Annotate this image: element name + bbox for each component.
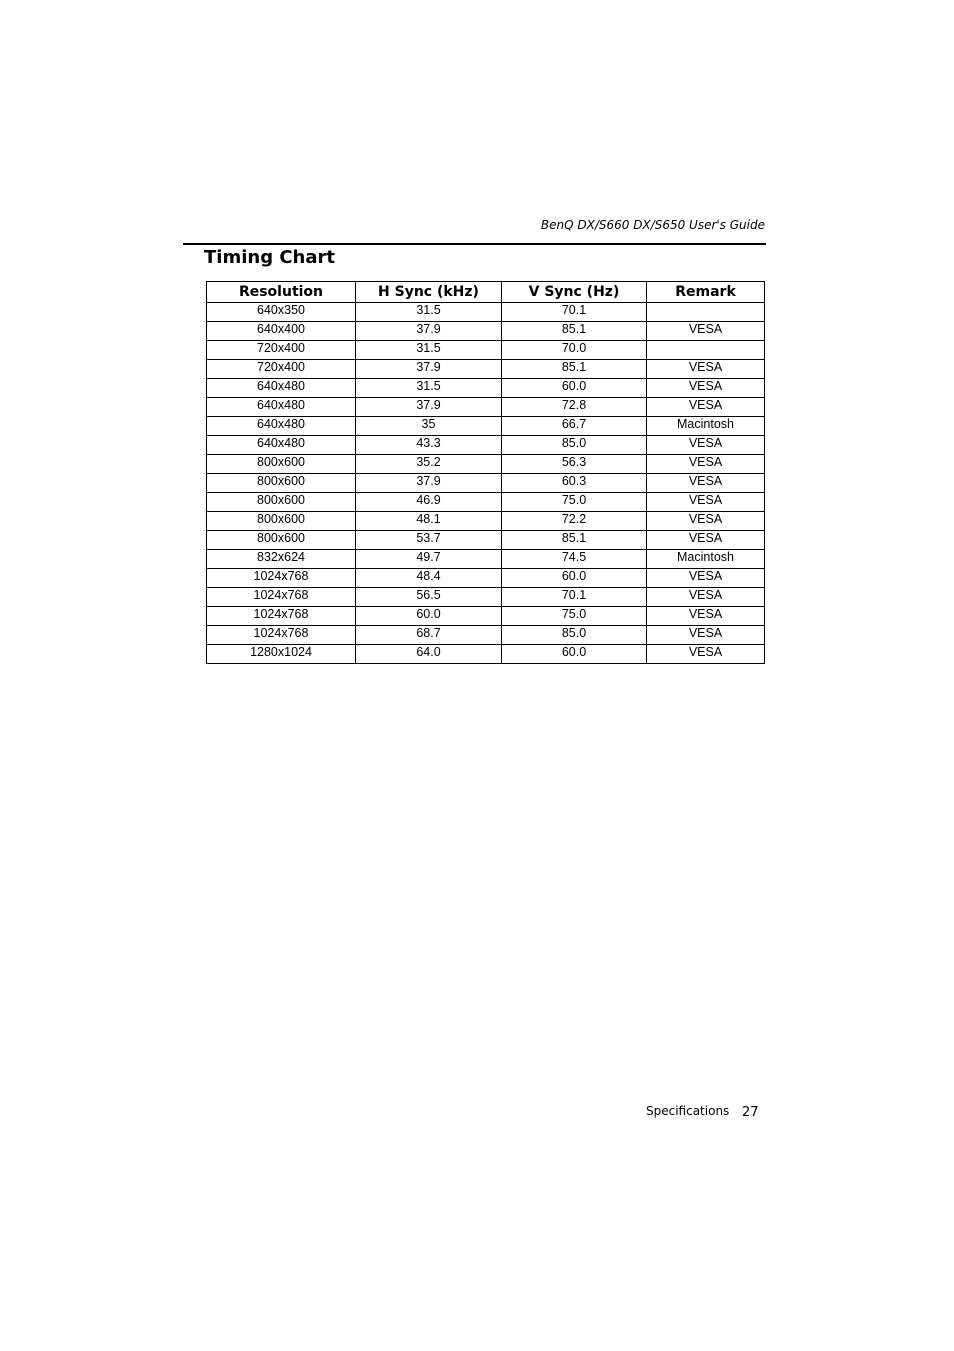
remark-cell: VESA	[647, 379, 765, 398]
h-sync-cell: 60.0	[356, 607, 502, 626]
resolution-cell: 640x480	[207, 379, 356, 398]
remark-cell: VESA	[647, 455, 765, 474]
resolution-cell: 832x624	[207, 550, 356, 569]
h-sync-cell: 53.7	[356, 531, 502, 550]
h-sync-cell: 46.9	[356, 493, 502, 512]
guide-title: BenQ DX/S660 DX/S650 User's Guide	[540, 218, 765, 232]
remark-cell: VESA	[647, 569, 765, 588]
resolution-cell: 800x600	[207, 474, 356, 493]
table-row	[207, 322, 765, 341]
remark-cell	[647, 303, 765, 322]
table-row	[207, 398, 765, 417]
table-row	[207, 569, 765, 588]
h-sync-cell: 48.1	[356, 512, 502, 531]
resolution-cell: 720x400	[207, 360, 356, 379]
remark-cell: VESA	[647, 626, 765, 645]
resolution-cell: 800x600	[207, 531, 356, 550]
v-sync-cell: 74.5	[502, 550, 647, 569]
h-sync-cell: 56.5	[356, 588, 502, 607]
page-title: Timing Chart	[204, 247, 335, 268]
remark-cell: VESA	[647, 436, 765, 455]
remark-cell: VESA	[647, 512, 765, 531]
column-header-h-sync: H Sync (kHz)	[356, 282, 502, 303]
resolution-cell: 640x400	[207, 322, 356, 341]
remark-cell: VESA	[647, 531, 765, 550]
v-sync-cell: 75.0	[502, 493, 647, 512]
v-sync-cell: 75.0	[502, 607, 647, 626]
v-sync-cell: 70.1	[502, 303, 647, 322]
h-sync-cell: 43.3	[356, 436, 502, 455]
table-row	[207, 531, 765, 550]
table-row	[207, 474, 765, 493]
v-sync-cell: 60.0	[502, 645, 647, 664]
h-sync-cell: 37.9	[356, 322, 502, 341]
resolution-cell: 1024x768	[207, 607, 356, 626]
v-sync-cell: 85.0	[502, 626, 647, 645]
remark-cell: VESA	[647, 474, 765, 493]
h-sync-cell: 35.2	[356, 455, 502, 474]
v-sync-cell: 66.7	[502, 417, 647, 436]
remark-cell: VESA	[647, 398, 765, 417]
resolution-cell: 720x400	[207, 341, 356, 360]
column-header-v-sync: V Sync (Hz)	[502, 282, 647, 303]
resolution-cell: 800x600	[207, 493, 356, 512]
table-row	[207, 645, 765, 664]
table-row	[207, 303, 765, 322]
table-row	[207, 550, 765, 569]
v-sync-cell: 85.1	[502, 360, 647, 379]
h-sync-cell: 48.4	[356, 569, 502, 588]
remark-cell: VESA	[647, 322, 765, 341]
table-row	[207, 436, 765, 455]
resolution-cell: 1024x768	[207, 588, 356, 607]
table-row	[207, 588, 765, 607]
remark-cell: VESA	[647, 607, 765, 626]
resolution-cell: 640x350	[207, 303, 356, 322]
h-sync-cell: 49.7	[356, 550, 502, 569]
remark-cell: Macintosh	[647, 417, 765, 436]
table-row	[207, 455, 765, 474]
remark-cell: VESA	[647, 360, 765, 379]
v-sync-cell: 85.1	[502, 531, 647, 550]
v-sync-cell: 85.1	[502, 322, 647, 341]
table-row	[207, 379, 765, 398]
resolution-cell: 640x480	[207, 398, 356, 417]
column-header-resolution: Resolution	[207, 282, 356, 303]
table-row	[207, 607, 765, 626]
v-sync-cell: 72.2	[502, 512, 647, 531]
table-row	[207, 417, 765, 436]
remark-cell: Macintosh	[647, 550, 765, 569]
resolution-cell: 640x480	[207, 417, 356, 436]
v-sync-cell: 60.3	[502, 474, 647, 493]
resolution-cell: 800x600	[207, 512, 356, 531]
table-header-row	[207, 282, 765, 303]
v-sync-cell: 56.3	[502, 455, 647, 474]
resolution-cell: 800x600	[207, 455, 356, 474]
v-sync-cell: 72.8	[502, 398, 647, 417]
h-sync-cell: 31.5	[356, 303, 502, 322]
header-rule	[183, 243, 766, 245]
table-body	[207, 303, 765, 664]
h-sync-cell: 64.0	[356, 645, 502, 664]
remark-cell: VESA	[647, 645, 765, 664]
remark-cell	[647, 341, 765, 360]
v-sync-cell: 60.0	[502, 379, 647, 398]
h-sync-cell: 37.9	[356, 474, 502, 493]
remark-cell: VESA	[647, 588, 765, 607]
page-number: 27	[742, 1105, 759, 1120]
v-sync-cell: 60.0	[502, 569, 647, 588]
h-sync-cell: 35	[356, 417, 502, 436]
timing-table	[206, 281, 765, 664]
h-sync-cell: 31.5	[356, 341, 502, 360]
v-sync-cell: 85.0	[502, 436, 647, 455]
h-sync-cell: 68.7	[356, 626, 502, 645]
footer-section-name: Specifications	[646, 1104, 730, 1118]
h-sync-cell: 31.5	[356, 379, 502, 398]
v-sync-cell: 70.1	[502, 588, 647, 607]
resolution-cell: 1024x768	[207, 626, 356, 645]
resolution-cell: 1024x768	[207, 569, 356, 588]
table-row	[207, 493, 765, 512]
resolution-cell: 1280x1024	[207, 645, 356, 664]
remark-cell: VESA	[647, 493, 765, 512]
resolution-cell: 640x480	[207, 436, 356, 455]
h-sync-cell: 37.9	[356, 398, 502, 417]
v-sync-cell: 70.0	[502, 341, 647, 360]
table-row	[207, 626, 765, 645]
h-sync-cell: 37.9	[356, 360, 502, 379]
table-row	[207, 360, 765, 379]
column-header-remark: Remark	[647, 282, 765, 303]
table-row	[207, 341, 765, 360]
table-row	[207, 512, 765, 531]
